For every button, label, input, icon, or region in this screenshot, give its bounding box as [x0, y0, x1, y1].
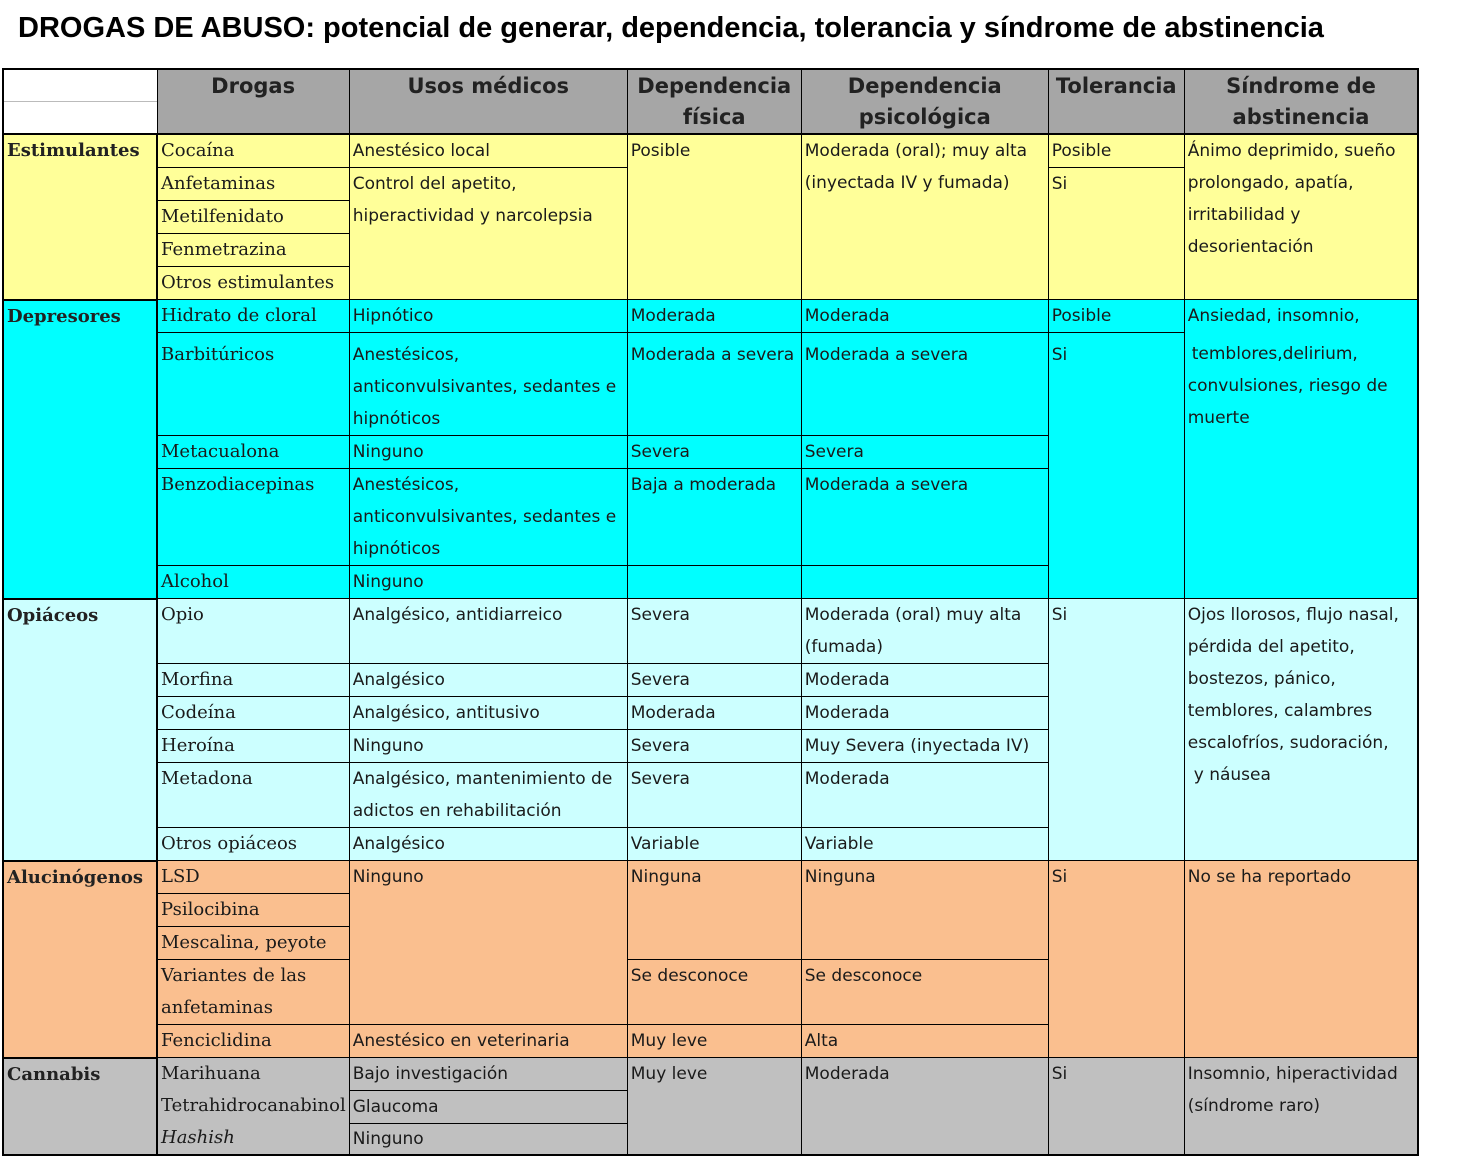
physical-dependence-cell: Muy leve — [627, 1058, 801, 1156]
drug-cell: Barbitúricos — [157, 333, 349, 436]
drug-cell: Morfina — [157, 664, 349, 697]
drug-abuse-table — [2, 68, 1419, 1156]
withdrawal-cell: No se ha reportado — [1184, 861, 1418, 1058]
withdrawal-cell — [1184, 300, 1418, 599]
drug-cell: LSD — [157, 861, 349, 894]
drug-cell: Anfetaminas — [157, 168, 349, 201]
category-cannabis: Cannabis — [3, 1058, 157, 1156]
physical-dependence-cell: Severa — [627, 763, 801, 828]
psychological-dependence-cell: Variable — [801, 828, 1048, 861]
uses-cell: Anestésico en veterinaria — [349, 1025, 627, 1058]
withdrawal-line: bostezos, pánico, — [1187, 669, 1336, 689]
psychological-dependence-cell: Ninguna — [801, 861, 1048, 960]
table-row — [3, 861, 1418, 894]
withdrawal-line: convulsiones, riesgo de — [1187, 376, 1388, 396]
drug-cell: Otros estimulantes — [157, 267, 349, 300]
table-row — [3, 1058, 1418, 1091]
withdrawal-cell — [1184, 599, 1418, 861]
physical-dependence-cell: Moderada — [627, 300, 801, 333]
drug-cell: Hidrato de cloral — [157, 300, 349, 333]
uses-cell: Analgésico, antitusivo — [349, 697, 627, 730]
uses-cell: Anestésicos, anticonvulsivantes, sedantes e hipnóticos — [349, 333, 627, 436]
physical-dependence-cell — [627, 566, 801, 599]
psychological-dependence-cell: Moderada — [801, 664, 1048, 697]
drug-cell: Mescalina, peyote — [157, 927, 349, 960]
uses-cell: Control del apetito, hiperactividad y narcolepsia — [349, 168, 627, 300]
psychological-dependence-cell: Muy Severa (inyectada IV) — [801, 730, 1048, 763]
tolerance-cell: Si — [1048, 1058, 1184, 1156]
tolerance-cell: Posible — [1048, 134, 1184, 168]
uses-cell: Ninguno — [349, 730, 627, 763]
uses-cell: Anestésicos, anticonvulsivantes, sedantes e hipnóticos — [349, 469, 627, 566]
withdrawal-cell: Insomnio, hiperactividad (síndrome raro) — [1184, 1058, 1418, 1156]
category-opiaceos: Opiáceos — [3, 599, 157, 861]
drug-cell: Variantes de las anfetaminas — [157, 960, 349, 1025]
psychological-dependence-cell: Moderada — [801, 697, 1048, 730]
withdrawal-line: muerte — [1187, 408, 1250, 428]
drug-cell: Codeína — [157, 697, 349, 730]
tolerance-cell: Si — [1048, 861, 1184, 1058]
drug-cell: Opio — [157, 599, 349, 664]
drug-cell: Cocaína — [157, 134, 349, 168]
drug-cell — [157, 1058, 349, 1156]
physical-dependence-cell: Severa — [627, 730, 801, 763]
drug-line: Hashish — [161, 1127, 235, 1148]
physical-dependence-cell: Severa — [627, 664, 801, 697]
uses-cell: Ninguno — [349, 861, 627, 1025]
drug-cell: Psilocibina — [157, 894, 349, 927]
withdrawal-line: escalofríos, sudoración, — [1187, 733, 1389, 753]
physical-dependence-cell: Severa — [627, 599, 801, 664]
psychological-dependence-cell: Moderada a severa — [801, 333, 1048, 436]
drug-cell: Otros opiáceos — [157, 828, 349, 861]
physical-dependence-cell: Ninguna — [627, 861, 801, 960]
physical-dependence-cell: Moderada — [627, 697, 801, 730]
table-row — [3, 599, 1418, 664]
withdrawal-line: temblores,delirium, — [1191, 344, 1358, 364]
uses-cell: Ninguno — [349, 436, 627, 469]
header-dependencia-psicologica: Dependencia psicológica — [801, 69, 1048, 134]
header-sindrome-abstinencia: Síndrome de abstinencia — [1184, 69, 1418, 134]
header-tolerancia: Tolerancia — [1048, 69, 1184, 134]
drug-cell: Metacualona — [157, 436, 349, 469]
physical-dependence-cell: Baja a moderada — [627, 469, 801, 566]
page-title: DROGAS DE ABUSO: potencial de generar, dependencia, tolerancia y síndrome de abstinencia — [18, 12, 1324, 44]
uses-cell: Analgésico — [349, 664, 627, 697]
header-usos-medicos: Usos médicos — [349, 69, 627, 134]
psychological-dependence-cell: Moderada — [801, 1058, 1048, 1156]
withdrawal-line: pérdida del apetito, — [1187, 637, 1355, 657]
physical-dependence-cell: Severa — [627, 436, 801, 469]
physical-dependence-cell: Posible — [627, 134, 801, 300]
category-depresores: Depresores — [3, 300, 157, 599]
psychological-dependence-cell: Moderada — [801, 300, 1048, 333]
category-alucinogenos: Alucinógenos — [3, 861, 157, 1058]
table-row — [3, 300, 1418, 333]
drug-line: Marihuana — [161, 1063, 261, 1084]
drug-cell: Benzodiacepinas — [157, 469, 349, 566]
header-drogas: Drogas — [157, 69, 349, 134]
uses-cell: Ninguno — [349, 1124, 627, 1156]
drug-cell: Fenmetrazina — [157, 234, 349, 267]
withdrawal-line: y náusea — [1193, 765, 1271, 785]
uses-cell: Glaucoma — [349, 1091, 627, 1124]
withdrawal-cell: Ánimo deprimido, sueño prolongado, apatía, irritabilidad y desorientación — [1184, 134, 1418, 300]
drug-cell: Alcohol — [157, 566, 349, 599]
category-estimulantes: Estimulantes — [3, 134, 157, 300]
physical-dependence-cell: Se desconoce — [627, 960, 801, 1025]
drug-cell: Metilfenidato — [157, 201, 349, 234]
physical-dependence-cell: Variable — [627, 828, 801, 861]
drug-cell: Metadona — [157, 763, 349, 828]
withdrawal-line: Ojos llorosos, flujo nasal, — [1187, 605, 1399, 625]
psychological-dependence-cell: Moderada a severa — [801, 469, 1048, 566]
tolerance-cell: Si — [1048, 168, 1184, 300]
drug-cell: Fenciclidina — [157, 1025, 349, 1058]
psychological-dependence-cell — [801, 566, 1048, 599]
withdrawal-line: temblores, calambres — [1187, 701, 1373, 721]
header-row — [3, 69, 1418, 134]
psychological-dependence-cell: Moderada — [801, 763, 1048, 828]
table-row — [3, 134, 1418, 168]
psychological-dependence-cell: Moderada (oral); muy alta (inyectada IV y fumada) — [801, 134, 1048, 300]
psychological-dependence-cell: Se desconoce — [801, 960, 1048, 1025]
psychological-dependence-cell: Severa — [801, 436, 1048, 469]
drug-cell: Heroína — [157, 730, 349, 763]
uses-cell: Bajo investigación — [349, 1058, 627, 1091]
uses-cell: Analgésico, antidiarreico — [349, 599, 627, 664]
tolerance-cell: Si — [1048, 599, 1184, 861]
uses-cell: Anestésico local — [349, 134, 627, 168]
uses-cell: Ninguno — [349, 566, 627, 599]
tolerance-cell: Posible — [1048, 300, 1184, 333]
physical-dependence-cell: Muy leve — [627, 1025, 801, 1058]
header-dependencia-fisica: Dependencia física — [627, 69, 801, 134]
psychological-dependence-cell: Moderada (oral) muy alta (fumada) — [801, 599, 1048, 664]
uses-cell: Analgésico — [349, 828, 627, 861]
tolerance-cell: Si — [1048, 333, 1184, 599]
drug-line: Tetrahidrocanabinol — [161, 1095, 346, 1116]
uses-cell: Hipnótico — [349, 300, 627, 333]
withdrawal-line: Ansiedad, insomnio, — [1187, 306, 1360, 326]
psychological-dependence-cell: Alta — [801, 1025, 1048, 1058]
header-corner — [3, 69, 157, 134]
uses-cell: Analgésico, mantenimiento de adictos en rehabilitación — [349, 763, 627, 828]
physical-dependence-cell: Moderada a severa — [627, 333, 801, 436]
